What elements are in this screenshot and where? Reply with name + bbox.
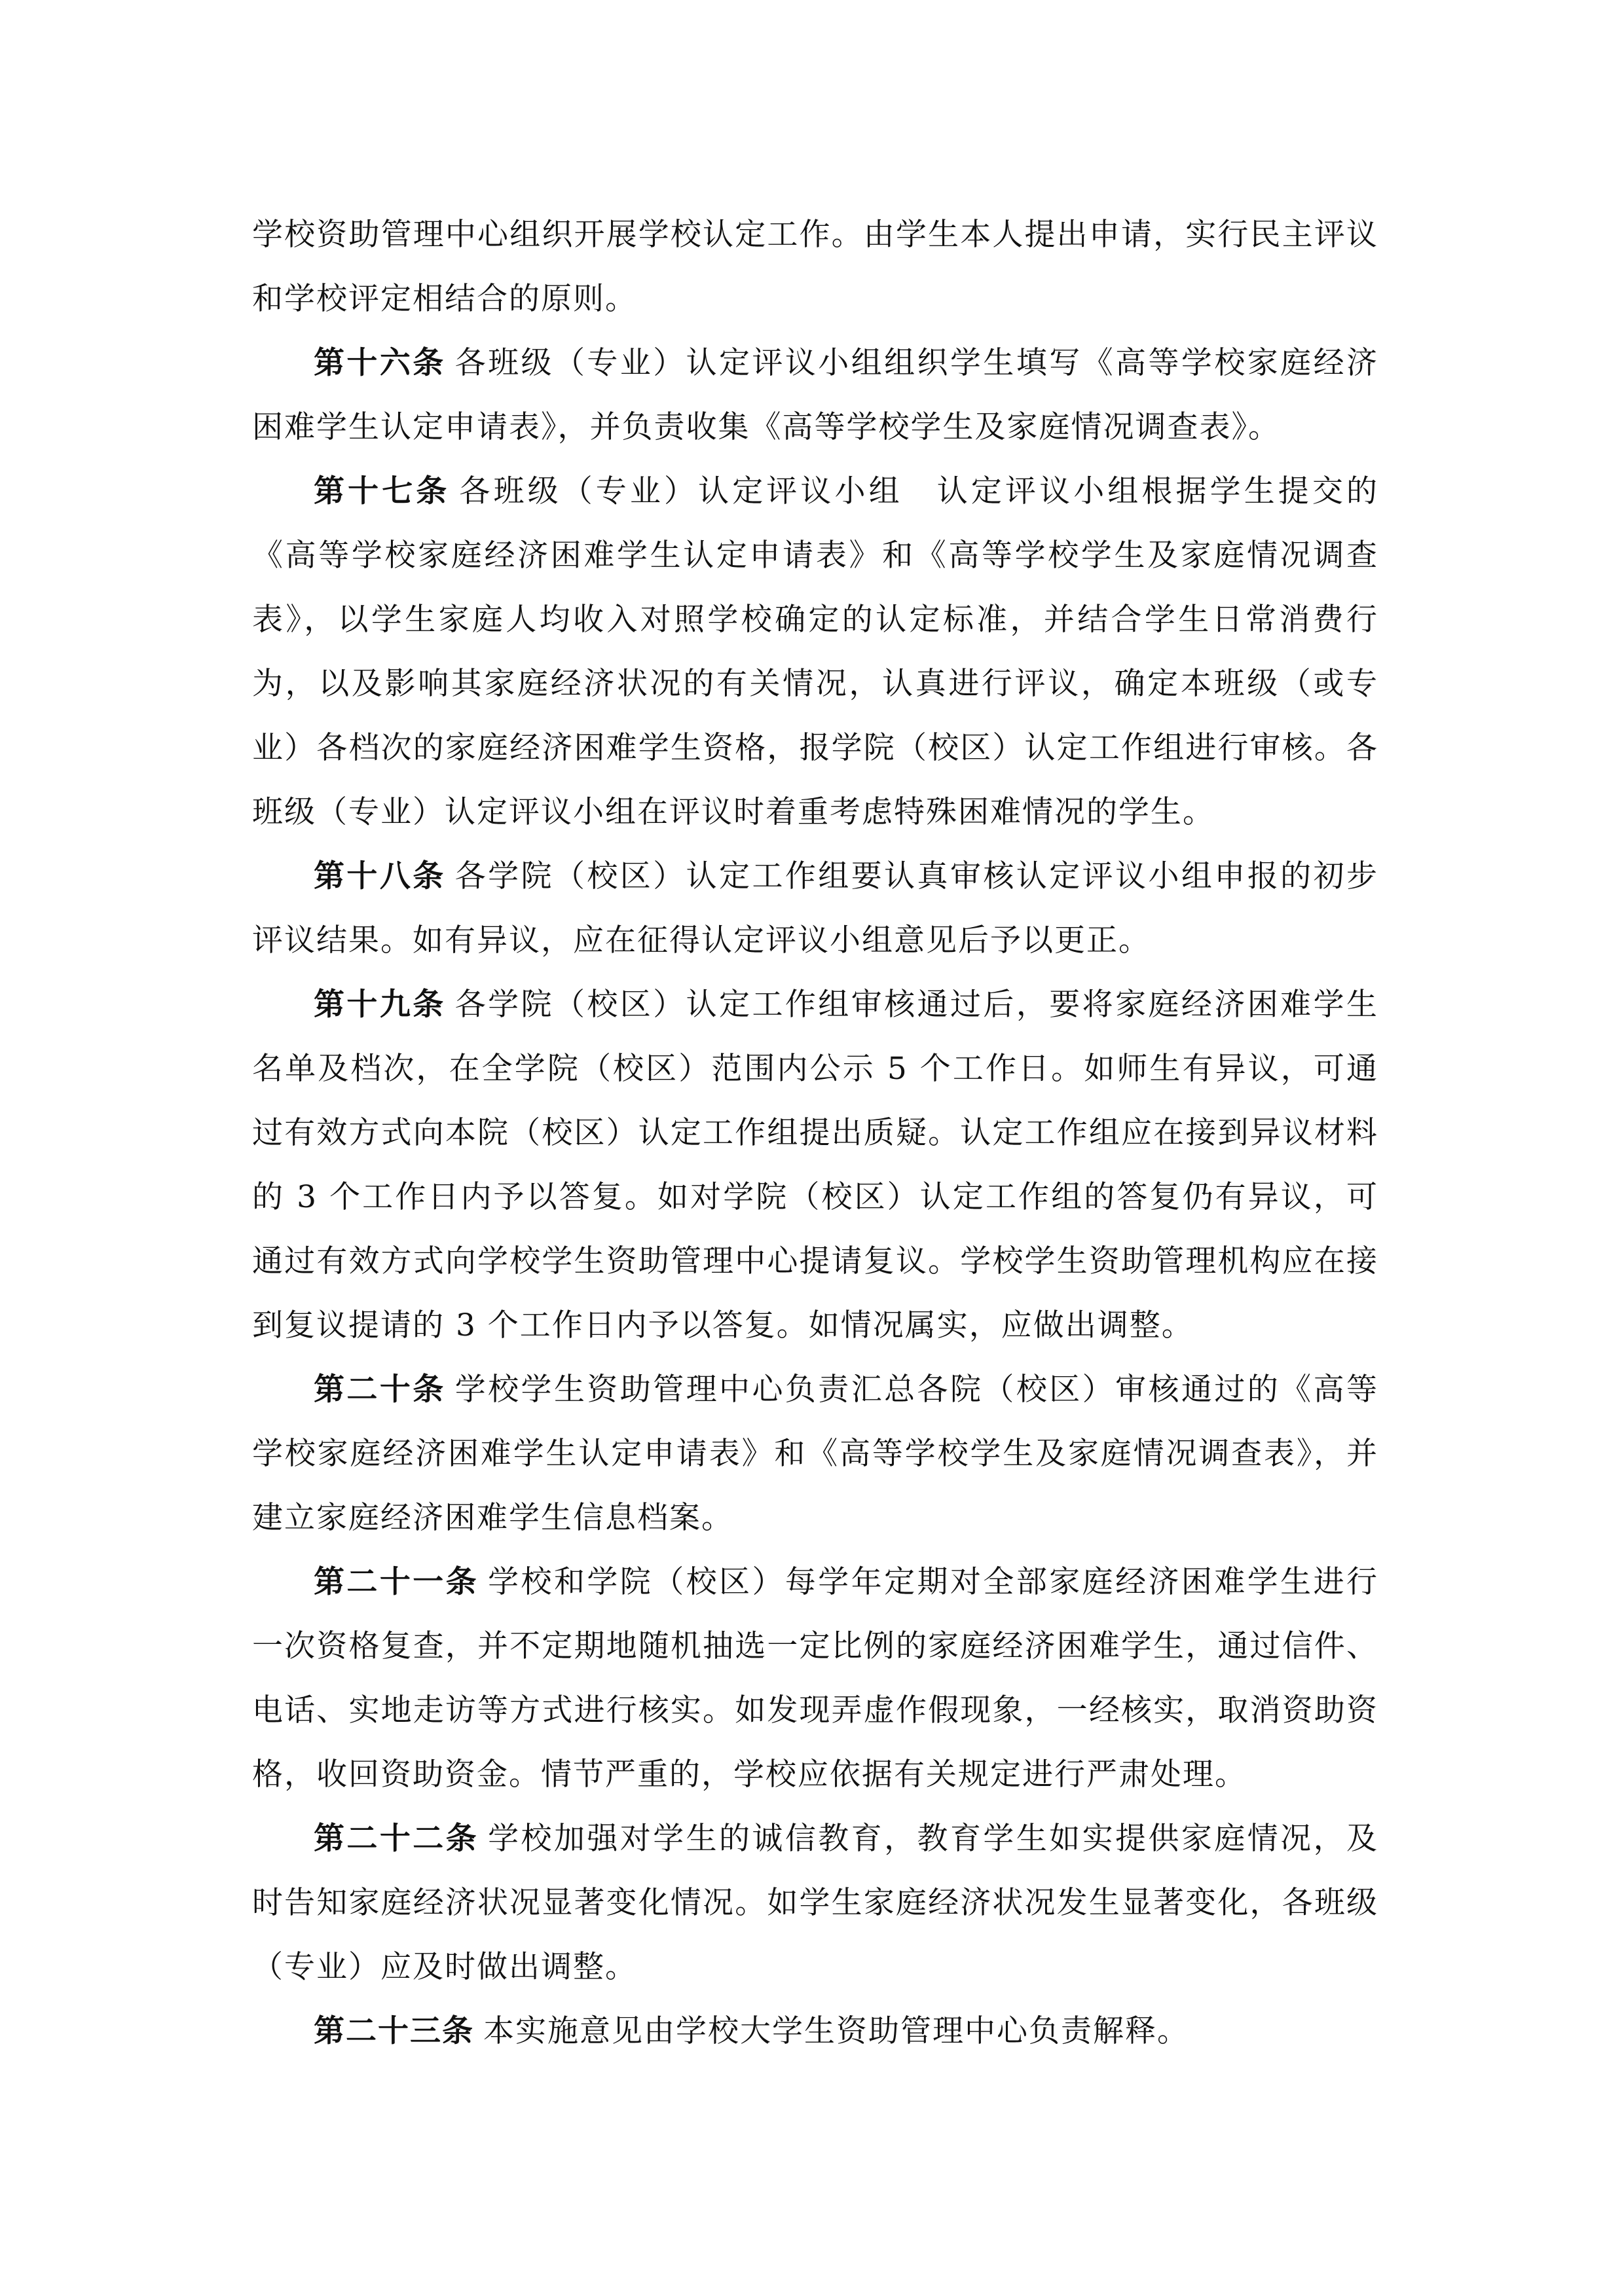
article-18: [252, 845, 1378, 973]
article-19: [252, 973, 1378, 1358]
paragraph-continuation: [252, 203, 1378, 331]
article-20: [252, 1358, 1378, 1550]
paragraph-text: 学校加强对学生的诚信教育，教育学生如实提供家庭情况，及时告知家庭经济状况显著变化情况。如学生家庭经济状况发生显著变化，各班级（专业）应及时做出调整。: [252, 1821, 1379, 1985]
article-21: [252, 1550, 1378, 1807]
article-heading: 第十六条: [314, 345, 446, 381]
article-17: [252, 460, 1378, 845]
article-heading: 第二十条: [314, 1372, 446, 1408]
paragraph-text: 学校和学院（校区）每学年定期对全部家庭经济困难学生进行一次资格复查，并不定期地随机抽选一定比例的家庭经济困难学生，通过信件、电话、实地走访等方式进行核实。如发现弄虚作假现象，一经核实，取消资助资格，收回资助资金。情节严重的，学校应依据有关规定进行严肃处理。: [252, 1564, 1379, 1793]
article-22: [252, 1807, 1378, 1999]
paragraph-text: 学校学生资助管理中心负责汇总各院（校区）审核通过的《高等学校家庭经济困难学生认定申请表》和《高等学校学生及家庭情况调查表》，并建立家庭经济困难学生信息档案。: [252, 1372, 1379, 1536]
document-body: [252, 203, 1378, 2064]
paragraph-text: 本实施意见由学校大学生资助管理中心负责解释。: [483, 2013, 1189, 2049]
paragraph-text: 各班级（专业）认定评议小组组织学生填写《高等学校家庭经济困难学生认定申请表》，并负责收集《高等学校学生及家庭情况调查表》。: [252, 345, 1379, 445]
paragraph-text: 各班级（专业）认定评议小组 认定评议小组根据学生提交的《高等学校家庭经济困难学生认定申请表》和《高等学校学生及家庭情况调查表》，以学生家庭人均收入对照学校确定的认定标准，并结合学生日常消费行为，以及影响其家庭经济状况的有关情况，认真进行评议，确定本班级（或专业）各档次的家庭经济困难学生资格，报学院（校区）认定工作组进行审核。各班级（专业）认定评议小组在评议时着重考虑特殊困难情况的学生。: [252, 473, 1379, 830]
paragraph-text: 各学院（校区）认定工作组审核通过后，要将家庭经济困难学生名单及档次，在全学院（校区）范围内公示 5 个工作日。如师生有异议，可通过有效方式向本院（校区）认定工作组提出质疑。认定工作组应在接到异议材料的 3 个工作日内予以答复。如对学院（校区）认定工作组的答复仍有异议，可通过有效方式向学校学生资助管理中心提请复议。学校学生资助管理机构应在接到复议提请的 3 个工作日内予以答复。如情况属实，应做出调整。: [252, 987, 1379, 1343]
article-heading: 第十八条: [314, 858, 446, 894]
article-heading: 第二十一条: [314, 1564, 479, 1600]
article-heading: 第二十三条: [314, 2013, 474, 2049]
article-heading: 第二十二条: [314, 1821, 479, 1857]
paragraph-text: 各学院（校区）认定工作组要认真审核认定评议小组申报的初步评议结果。如有异议，应在征得认定评议小组意见后予以更正。: [252, 858, 1379, 958]
article-23: [252, 1999, 1378, 2064]
paragraph-text: 学校资助管理中心组织开展学校认定工作。由学生本人提出申请，实行民主评议和学校评定相结合的原则。: [252, 217, 1378, 317]
article-heading: 第十九条: [314, 987, 446, 1023]
article-heading: 第十七条: [314, 473, 451, 509]
article-16: [252, 331, 1378, 460]
